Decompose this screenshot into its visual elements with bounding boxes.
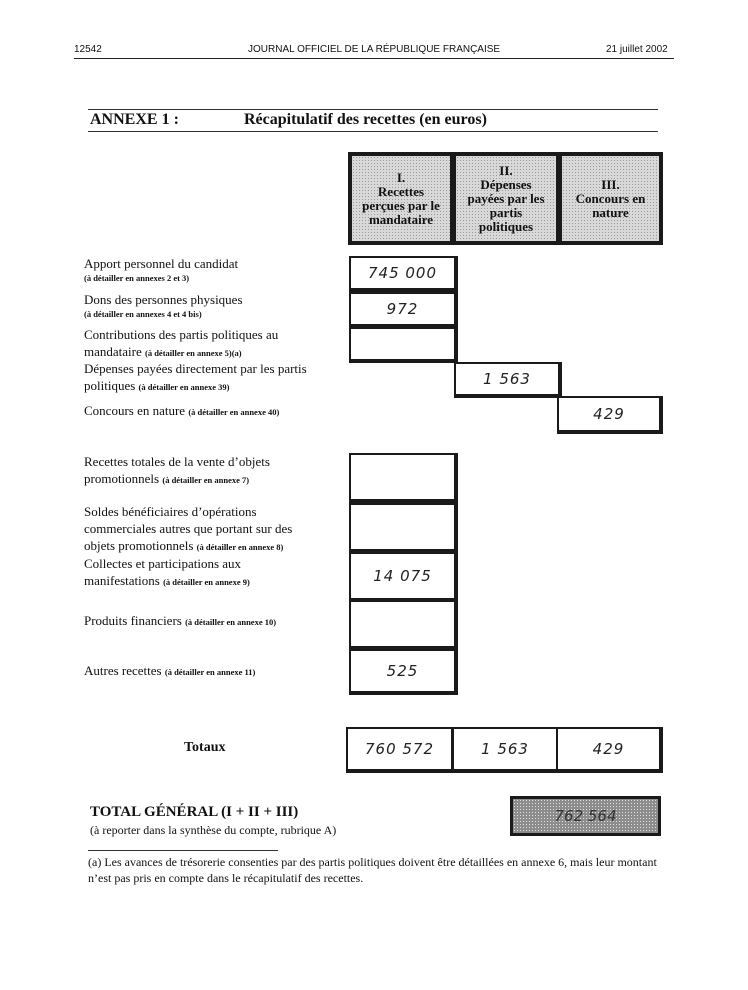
page-number: 12542: [74, 44, 102, 55]
title-rule-bottom: [88, 131, 658, 132]
value-box-produits: [349, 600, 458, 650]
grand-total-note: (à reporter dans la synthèse du compte, rubrique A): [90, 823, 337, 837]
row-label-concours: Concours en nature (à détailler en annexe 40): [84, 403, 280, 418]
annex-title: Récapitulatif des recettes (en euros): [244, 111, 487, 128]
row-label-autres: Autres recettes (à détailler en annexe 11): [84, 663, 256, 678]
value-box-dons: 972: [349, 292, 458, 328]
value-box-contributions: [349, 327, 458, 363]
row-label-depenses: Dépenses payées directement par les partis politiques (à détailler en annexe 39): [84, 361, 307, 393]
total-box-depenses: 1 563: [452, 727, 560, 773]
value-box-vente: [349, 453, 458, 503]
row-label-contributions: Contributions des partis politiques au mandataire (à détailler en annexe 5)(a): [84, 327, 279, 359]
row-label-collectes: Collectes et participations aux manifestations (à détailler en annexe 9): [84, 556, 250, 588]
value-box-concours: 429: [557, 396, 663, 434]
grand-total-box: [510, 796, 661, 836]
totals-label: Totaux: [184, 740, 226, 755]
total-box-concours: 429: [556, 727, 663, 773]
value-box-soldes: [349, 503, 458, 553]
value-box-autres: 525: [349, 649, 458, 695]
title-rule-top: [88, 109, 658, 110]
total-box-recettes: 760 572: [346, 727, 455, 773]
header-rule: [74, 58, 674, 59]
grand-total-label: TOTAL GÉNÉRAL (I + II + III): [90, 804, 299, 820]
column-header-recettes: I. Recettes perçues par le mandataire: [348, 152, 454, 245]
publication-date: 21 juillet 2002: [606, 44, 668, 55]
row-label-dons: Dons des personnes physiques (à détailler en annexes 4 et 4 bis): [84, 292, 243, 319]
annex-label: ANNEXE 1 :: [90, 111, 179, 128]
grand-total-value: 762 564: [554, 807, 617, 825]
value-box-apport: 745 000: [349, 256, 458, 292]
footnote: (a) Les avances de trésorerie consenties par des partis politiques doivent être détaillées en annexe 6, mais leur montant n’est pas pris en compte dans le récapitulatif des recettes.: [88, 855, 657, 885]
value-box-depenses: 1 563: [454, 362, 562, 398]
footnote-rule: [88, 850, 278, 851]
column-header-depenses: II. Dépenses payées par les partis politiques: [452, 152, 560, 245]
row-label-soldes: Soldes bénéficiaires d’opérations commerciales autres que portant sur des objets promotionnels (à détailler en annexe 8): [84, 504, 293, 553]
column-header-concours: III. Concours en nature: [558, 152, 663, 245]
row-label-produits: Produits financiers (à détailler en annexe 10): [84, 613, 277, 628]
row-label-vente: Recettes totales de la vente d’objets promotionnels (à détailler en annexe 7): [84, 454, 270, 486]
row-label-apport: Apport personnel du candidat (à détailler en annexes 2 et 3): [84, 256, 239, 283]
value-box-collectes: 14 075: [349, 552, 458, 602]
journal-title: JOURNAL OFFICIEL DE LA RÉPUBLIQUE FRANÇAISE: [248, 44, 501, 55]
